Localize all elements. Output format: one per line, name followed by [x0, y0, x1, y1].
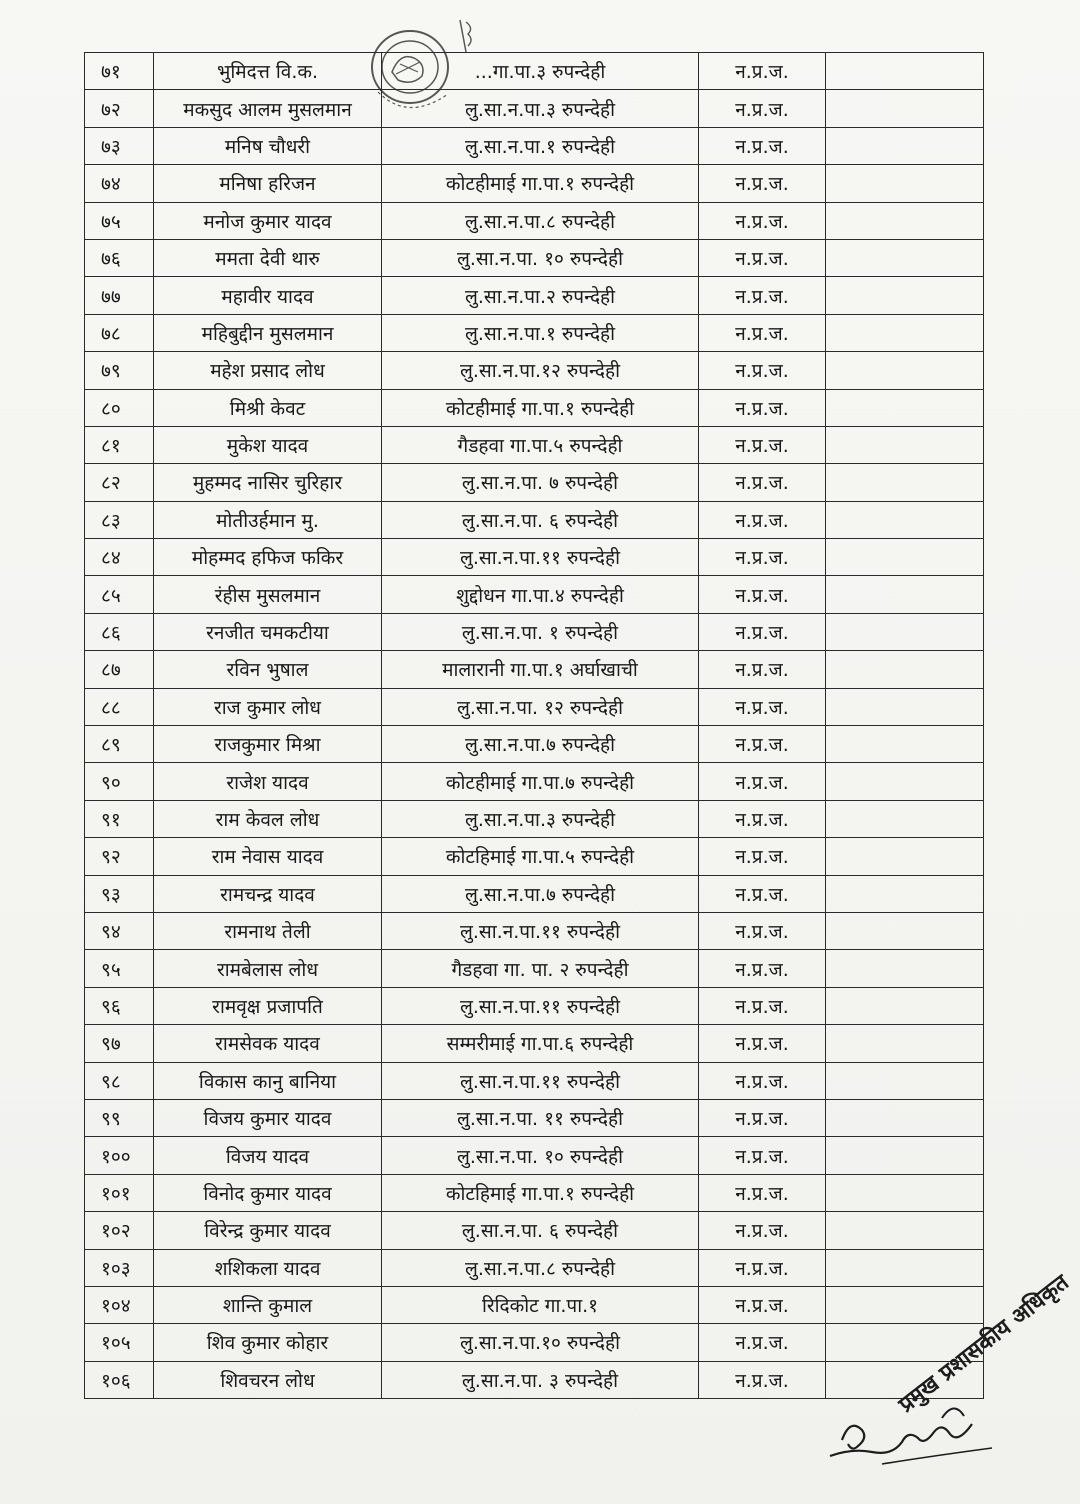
name-cell: मिश्री केवट	[154, 389, 382, 426]
table-row	[85, 1062, 984, 1099]
remarks-cell	[826, 389, 984, 426]
address-cell: लु.सा.न.पा.११ रुपन्देही	[382, 987, 699, 1024]
address-cell: गैडहवा गा. पा. २ रुपन्देही	[382, 950, 699, 987]
address-cell: लु.सा.न.पा.११ रुपन्देही	[382, 539, 699, 576]
table-row	[85, 1174, 984, 1211]
category-cell: न.प्र.ज.	[699, 651, 826, 688]
table-row	[85, 1025, 984, 1062]
name-cell: राम केवल लोध	[154, 800, 382, 837]
category-cell: न.प्र.ज.	[699, 987, 826, 1024]
table-row	[85, 53, 984, 90]
roster-table	[84, 52, 984, 1399]
table-row	[85, 1324, 984, 1361]
name-cell: महेश प्रसाद लोध	[154, 352, 382, 389]
name-cell: रविन भुषाल	[154, 651, 382, 688]
address-cell: गैडहवा गा.पा.५ रुपन्देही	[382, 426, 699, 463]
table-row	[85, 277, 984, 314]
table-row	[85, 314, 984, 351]
category-cell: न.प्र.ज.	[699, 389, 826, 426]
table-row	[85, 539, 984, 576]
address-cell: रिदिकोट गा.पा.१	[382, 1286, 699, 1323]
name-cell: विजय कुमार यादव	[154, 1099, 382, 1136]
address-cell: लु.सा.न.पा.८ रुपन्देही	[382, 1249, 699, 1286]
address-cell: मालारानी गा.पा.१ अर्घाखाची	[382, 651, 699, 688]
address-cell: लु.सा.न.पा.२ रुपन्देही	[382, 277, 699, 314]
table-row	[85, 688, 984, 725]
remarks-cell	[826, 726, 984, 763]
name-cell: रंहीस मुसलमान	[154, 576, 382, 613]
remarks-cell	[826, 875, 984, 912]
address-cell: लु.सा.न.पा.३ रुपन्देही	[382, 90, 699, 127]
category-cell: न.प्र.ज.	[699, 426, 826, 463]
address-cell: लु.सा.न.पा. १ रुपन्देही	[382, 613, 699, 650]
remarks-cell	[826, 165, 984, 202]
name-cell: मुकेश यादव	[154, 426, 382, 463]
table-row	[85, 1212, 984, 1249]
serial-number-cell: ८६	[85, 613, 154, 650]
remarks-cell	[826, 1174, 984, 1211]
table-row	[85, 987, 984, 1024]
category-cell: न.प्र.ज.	[699, 239, 826, 276]
category-cell: न.प्र.ज.	[699, 1025, 826, 1062]
serial-number-cell: ९०	[85, 763, 154, 800]
serial-number-cell: ९६	[85, 987, 154, 1024]
address-cell: लु.सा.न.पा.७ रुपन्देही	[382, 875, 699, 912]
category-cell: न.प्र.ज.	[699, 464, 826, 501]
remarks-cell	[826, 464, 984, 501]
category-cell: न.प्र.ज.	[699, 1174, 826, 1211]
category-cell: न.प्र.ज.	[699, 838, 826, 875]
serial-number-cell: ९४	[85, 912, 154, 949]
category-cell: न.प्र.ज.	[699, 277, 826, 314]
remarks-cell	[826, 651, 984, 688]
remarks-cell	[826, 314, 984, 351]
remarks-cell	[826, 838, 984, 875]
address-cell: कोटहिमाई गा.पा.५ रुपन्देही	[382, 838, 699, 875]
name-cell: रामवृक्ष प्रजापति	[154, 987, 382, 1024]
remarks-cell	[826, 53, 984, 90]
address-cell: लु.सा.न.पा. ६ रुपन्देही	[382, 501, 699, 538]
address-cell: कोटहीमाई गा.पा.१ रुपन्देही	[382, 165, 699, 202]
remarks-cell	[826, 1249, 984, 1286]
address-cell: ...गा.पा.३ रुपन्देही	[382, 53, 699, 90]
serial-number-cell: ७९	[85, 352, 154, 389]
serial-number-cell: ७६	[85, 239, 154, 276]
remarks-cell	[826, 1062, 984, 1099]
category-cell: न.प्र.ज.	[699, 127, 826, 164]
serial-number-cell: ७२	[85, 90, 154, 127]
category-cell: न.प्र.ज.	[699, 314, 826, 351]
name-cell: विजय यादव	[154, 1137, 382, 1174]
category-cell: न.प्र.ज.	[699, 688, 826, 725]
table-row	[85, 464, 984, 501]
category-cell: न.प्र.ज.	[699, 1249, 826, 1286]
name-cell: विकास कानु बानिया	[154, 1062, 382, 1099]
table-row	[85, 613, 984, 650]
name-cell: मोहम्मद हफिज फकिर	[154, 539, 382, 576]
remarks-cell	[826, 352, 984, 389]
remarks-cell	[826, 576, 984, 613]
name-cell: रामनाथ तेली	[154, 912, 382, 949]
remarks-cell	[826, 1025, 984, 1062]
serial-number-cell: ७७	[85, 277, 154, 314]
serial-number-cell: ७५	[85, 202, 154, 239]
address-cell: लु.सा.न.पा. १० रुपन्देही	[382, 239, 699, 276]
table-row	[85, 90, 984, 127]
name-cell: राज कुमार लोध	[154, 688, 382, 725]
table-row	[85, 1286, 984, 1323]
table-row	[85, 501, 984, 538]
table-row	[85, 127, 984, 164]
signatory-title-text: प्रमुख प्रशासकीय अधिकृत	[894, 1270, 1074, 1418]
table-row	[85, 165, 984, 202]
serial-number-cell: ९१	[85, 800, 154, 837]
remarks-cell	[826, 763, 984, 800]
category-cell: न.प्र.ज.	[699, 1099, 826, 1136]
table-row	[85, 202, 984, 239]
remarks-cell	[826, 688, 984, 725]
address-cell: शुद्दोधन गा.पा.४ रुपन्देही	[382, 576, 699, 613]
name-cell: विरेन्द्र कुमार यादव	[154, 1212, 382, 1249]
serial-number-cell: ७३	[85, 127, 154, 164]
category-cell: न.प्र.ज.	[699, 53, 826, 90]
remarks-cell	[826, 239, 984, 276]
address-cell: लु.सा.न.पा.११ रुपन्देही	[382, 912, 699, 949]
address-cell: सम्मरीमाई गा.पा.६ रुपन्देही	[382, 1025, 699, 1062]
category-cell: न.प्र.ज.	[699, 352, 826, 389]
remarks-cell	[826, 1099, 984, 1136]
category-cell: न.प्र.ज.	[699, 875, 826, 912]
table-row	[85, 239, 984, 276]
name-cell: राजेश यादव	[154, 763, 382, 800]
table-row	[85, 1249, 984, 1286]
table-row	[85, 912, 984, 949]
category-cell: न.प्र.ज.	[699, 1062, 826, 1099]
name-cell: रनजीत चमकटीया	[154, 613, 382, 650]
address-cell: लु.सा.न.पा.११ रुपन्देही	[382, 1062, 699, 1099]
category-cell: न.प्र.ज.	[699, 90, 826, 127]
category-cell: न.प्र.ज.	[699, 1361, 826, 1398]
serial-number-cell: ९८	[85, 1062, 154, 1099]
category-cell: न.प्र.ज.	[699, 613, 826, 650]
category-cell: न.प्र.ज.	[699, 501, 826, 538]
table-row	[85, 1137, 984, 1174]
name-cell: भुमिदत्त वि.क.	[154, 53, 382, 90]
serial-number-cell: ९३	[85, 875, 154, 912]
serial-number-cell: ८३	[85, 501, 154, 538]
address-cell: लु.सा.न.पा.७ रुपन्देही	[382, 726, 699, 763]
serial-number-cell: ९५	[85, 950, 154, 987]
serial-number-cell: ७४	[85, 165, 154, 202]
name-cell: मनोज कुमार यादव	[154, 202, 382, 239]
name-cell: महावीर यादव	[154, 277, 382, 314]
address-cell: लु.सा.न.पा.८ रुपन्देही	[382, 202, 699, 239]
table-row	[85, 950, 984, 987]
name-cell: मनिषा हरिजन	[154, 165, 382, 202]
name-cell: मुहम्मद नासिर चुरिहार	[154, 464, 382, 501]
remarks-cell	[826, 90, 984, 127]
category-cell: न.प्र.ज.	[699, 800, 826, 837]
category-cell: न.प्र.ज.	[699, 202, 826, 239]
remarks-cell	[826, 127, 984, 164]
serial-number-cell: १०१	[85, 1174, 154, 1211]
address-cell: लु.सा.न.पा. ३ रुपन्देही	[382, 1361, 699, 1398]
table-row	[85, 426, 984, 463]
table-row	[85, 726, 984, 763]
address-cell: लु.सा.न.पा.३ रुपन्देही	[382, 800, 699, 837]
serial-number-cell: ८०	[85, 389, 154, 426]
category-cell: न.प्र.ज.	[699, 726, 826, 763]
remarks-cell	[826, 1286, 984, 1323]
address-cell: लु.सा.न.पा. १० रुपन्देही	[382, 1137, 699, 1174]
name-cell: शिवचरन लोध	[154, 1361, 382, 1398]
name-cell: शशिकला यादव	[154, 1249, 382, 1286]
serial-number-cell: ७८	[85, 314, 154, 351]
remarks-cell	[826, 1212, 984, 1249]
name-cell: ममता देवी थारु	[154, 239, 382, 276]
serial-number-cell: ८२	[85, 464, 154, 501]
name-cell: राजकुमार मिश्रा	[154, 726, 382, 763]
address-cell: लु.सा.न.पा. ११ रुपन्देही	[382, 1099, 699, 1136]
remarks-cell	[826, 800, 984, 837]
address-cell: लु.सा.न.पा.१ रुपन्देही	[382, 127, 699, 164]
table-row	[85, 838, 984, 875]
roster-body	[85, 53, 984, 1399]
table-row	[85, 1099, 984, 1136]
remarks-cell	[826, 613, 984, 650]
remarks-cell	[826, 277, 984, 314]
category-cell: न.प्र.ज.	[699, 763, 826, 800]
address-cell: लु.सा.न.पा.१२ रुपन्देही	[382, 352, 699, 389]
serial-number-cell: ८१	[85, 426, 154, 463]
category-cell: न.प्र.ज.	[699, 1137, 826, 1174]
serial-number-cell: ९९	[85, 1099, 154, 1136]
remarks-cell	[826, 501, 984, 538]
table-row	[85, 651, 984, 688]
table-row	[85, 800, 984, 837]
name-cell: महिबुद्दीन मुसलमान	[154, 314, 382, 351]
name-cell: रामसेवक यादव	[154, 1025, 382, 1062]
address-cell: लु.सा.न.पा. १२ रुपन्देही	[382, 688, 699, 725]
remarks-cell	[826, 987, 984, 1024]
remarks-cell	[826, 912, 984, 949]
address-cell: कोटहिमाई गा.पा.१ रुपन्देही	[382, 1174, 699, 1211]
name-cell: मनिष चौधरी	[154, 127, 382, 164]
category-cell: न.प्र.ज.	[699, 165, 826, 202]
address-cell: लु.सा.न.पा. ७ रुपन्देही	[382, 464, 699, 501]
category-cell: न.प्र.ज.	[699, 1286, 826, 1323]
serial-number-cell: १०३	[85, 1249, 154, 1286]
name-cell: विनोद कुमार यादव	[154, 1174, 382, 1211]
serial-number-cell: ७१	[85, 53, 154, 90]
remarks-cell	[826, 426, 984, 463]
serial-number-cell: ८७	[85, 651, 154, 688]
category-cell: न.प्र.ज.	[699, 539, 826, 576]
table-row	[85, 352, 984, 389]
name-cell: शिव कुमार कोहार	[154, 1324, 382, 1361]
name-cell: रामबेलास लोध	[154, 950, 382, 987]
category-cell: न.प्र.ज.	[699, 576, 826, 613]
remarks-cell	[826, 539, 984, 576]
table-row	[85, 576, 984, 613]
category-cell: न.प्र.ज.	[699, 912, 826, 949]
address-cell: लु.सा.न.पा.१ रुपन्देही	[382, 314, 699, 351]
serial-number-cell: १०६	[85, 1361, 154, 1398]
remarks-cell	[826, 1137, 984, 1174]
address-cell: कोटहीमाई गा.पा.७ रुपन्देही	[382, 763, 699, 800]
name-cell: रामचन्द्र यादव	[154, 875, 382, 912]
serial-number-cell: १०५	[85, 1324, 154, 1361]
serial-number-cell: ८९	[85, 726, 154, 763]
serial-number-cell: ८४	[85, 539, 154, 576]
remarks-cell	[826, 950, 984, 987]
serial-number-cell: १००	[85, 1137, 154, 1174]
table-row	[85, 875, 984, 912]
table-row	[85, 763, 984, 800]
category-cell: न.प्र.ज.	[699, 950, 826, 987]
remarks-cell	[826, 202, 984, 239]
serial-number-cell: १०४	[85, 1286, 154, 1323]
name-cell: मोतीउर्हमान मु.	[154, 501, 382, 538]
serial-number-cell: ९२	[85, 838, 154, 875]
name-cell: राम नेवास यादव	[154, 838, 382, 875]
serial-number-cell: ८८	[85, 688, 154, 725]
name-cell: शान्ति कुमाल	[154, 1286, 382, 1323]
category-cell: न.प्र.ज.	[699, 1212, 826, 1249]
address-cell: लु.सा.न.पा.१० रुपन्देही	[382, 1324, 699, 1361]
name-cell: मकसुद आलम मुसलमान	[154, 90, 382, 127]
serial-number-cell: ९७	[85, 1025, 154, 1062]
address-cell: कोटहीमाई गा.पा.१ रुपन्देही	[382, 389, 699, 426]
address-cell: लु.सा.न.पा. ६ रुपन्देही	[382, 1212, 699, 1249]
serial-number-cell: १०२	[85, 1212, 154, 1249]
table-row	[85, 389, 984, 426]
category-cell: न.प्र.ज.	[699, 1324, 826, 1361]
serial-number-cell: ८५	[85, 576, 154, 613]
